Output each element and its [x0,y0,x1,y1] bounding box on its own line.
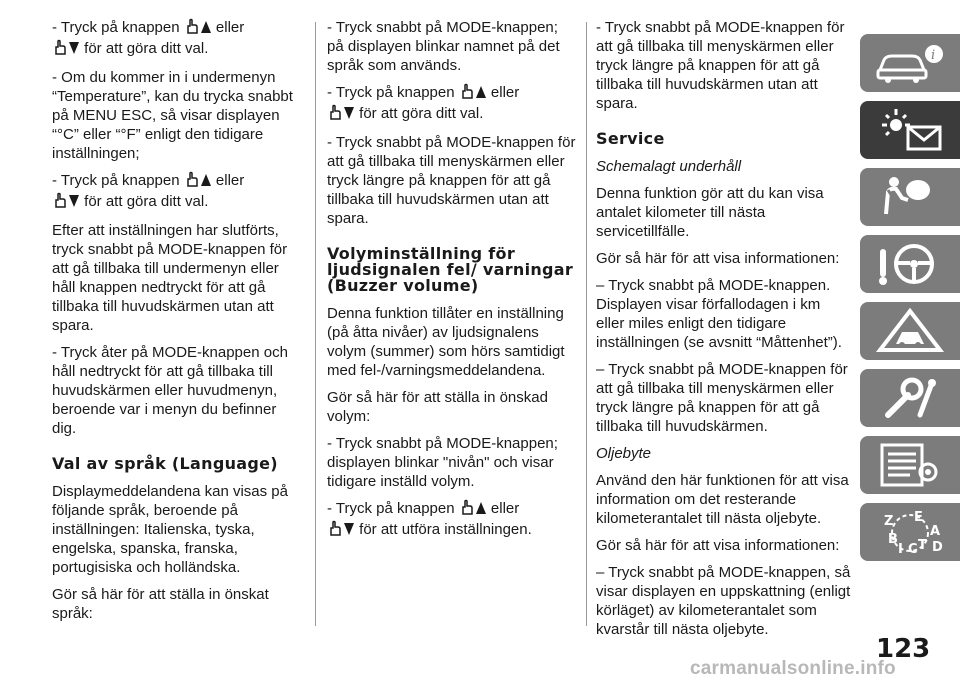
section-heading-buzzer-volume: Volyminställning för ljudsignalen fel/ varningar (Buzzer volume) [327,244,574,295]
tab-car-info[interactable] [860,34,960,92]
arrow-down-icon [343,522,355,541]
paragraph: - Tryck snabbt på MODE-knappen för att gå tillbaka till menyskärmen eller tryck längre på knappen för att gå tillbaka till huvudskärmen utan att spara. [327,134,576,227]
paragraph: - Tryck snabbt på MODE-knappen för att gå tillbaka till menyskärmen eller tryck längre på knappen för att gå tillbaka till huvudskärmen utan att spara. [596,19,845,112]
hand-button-icon [184,18,200,39]
svg-text:B: B [888,532,898,547]
chapter-tabs [860,34,960,570]
hand-button-icon [52,192,68,213]
wrench-service-icon [874,375,946,421]
tab-maintenance[interactable] [860,369,960,427]
subheading-oil-change: Oljebyte [596,445,652,462]
technical-data-list-icon [874,442,946,488]
hand-button-icon [52,39,68,60]
svg-text:i: i [931,48,936,63]
tab-warning-lights[interactable] [860,101,960,159]
page-number: 123 [876,634,931,664]
column-divider [586,22,587,626]
paragraph: Använd den här funktionen för att visa information om det resterande kilometerantalet till nästa oljebyte. [596,472,849,527]
tab-safety[interactable] [860,168,960,226]
arrow-down-icon [343,106,355,125]
paragraph: – Tryck snabbt på MODE-knappen. Displayen visar förfallodagen i km eller miles enligt den tidigare inställningen (se avsnitt “Måttenhet”). [596,277,842,351]
alphabetical-index-icon [874,509,946,555]
column-divider [315,22,316,626]
arrow-up-icon [475,501,487,520]
airbag-seatbelt-icon [874,174,946,220]
arrow-up-icon [475,85,487,104]
section-heading-service: Service [596,129,665,148]
watermark: carmanualsonline.info [690,658,896,679]
paragraph: Efter att inställningen har slutförts, tryck snabbt på MODE-knappen för att gå tillbaka till undermenyn eller håll knappen nedtryckt för att gå tillbaka till huvudskärmen utan att spara. [52,222,288,334]
svg-text:I: I [898,542,903,555]
paragraph: – Tryck snabbt på MODE-knappen, så visar displayen en uppskattning (enligt körläget) av kilometerantalet som kvarstår till nästa oljebyte. [596,564,851,638]
car-info-icon [874,40,946,86]
breakdown-triangle-icon [874,308,946,354]
paragraph: Gör så här för att visa informationen: [596,537,840,554]
warning-light-message-icon [874,107,946,153]
paragraph: – Tryck snabbt på MODE-knappen för att gå tillbaka till menyskärmen eller tryck längre på knappen för att gå tillbaka till huvudskärmen. [596,361,848,435]
tab-technical-data[interactable] [860,436,960,494]
text-column-3 [596,18,852,647]
svg-text:C: C [908,542,918,555]
section-heading-language: Val av språk (Language) [52,454,278,473]
paragraph: Gör så här för att visa informationen: [596,250,840,267]
paragraph: - Tryck åter på MODE-knappen och håll nedtryckt för att gå tillbaka till huvudskärmen eller huvudmenyn, beroende var i menyn du befinner dig. [52,344,288,437]
hand-button-icon [184,171,200,192]
hand-button-icon [459,83,475,104]
tab-emergency[interactable] [860,302,960,360]
svg-text:Z: Z [884,514,894,529]
hand-button-icon [327,520,343,541]
paragraph: Gör så här för att ställa in önskat språk: [52,586,269,622]
svg-text:D: D [932,540,943,555]
steering-wheel-key-icon [874,241,946,287]
arrow-up-icon [200,20,212,39]
svg-text:T: T [918,538,927,553]
arrow-up-icon [200,173,212,192]
paragraph: Displaymeddelandena kan visas på följande språk, beroende på inställningen: Italienska, tyska, engelska, spanska, franska, portugisiska och holländska. [52,483,288,576]
paragraph: Gör så här för att ställa in önskad volym: [327,389,548,425]
arrow-down-icon [68,41,80,60]
instruction-paragraph: - Tryck på knappen eller för att utföra inställningen. [327,499,577,541]
paragraph: - Tryck snabbt på MODE-knappen; displayen blinkar "nivån" och visar tidigare inställd volym. [327,435,558,490]
svg-text:A: A [930,524,941,539]
instruction-paragraph: - Tryck på knappen eller för att göra ditt val. [327,83,577,125]
hand-button-icon [459,499,475,520]
tab-starting-driving[interactable] [860,235,960,293]
hand-button-icon [327,104,343,125]
arrow-down-icon [68,194,80,213]
svg-text:E: E [914,510,923,525]
text-column-2 [327,18,577,549]
instruction-paragraph: - Tryck på knappen eller för att göra ditt val. [52,18,302,60]
instruction-paragraph: - Tryck på knappen eller för att göra ditt val. [52,171,302,213]
tab-index[interactable] [860,503,960,561]
paragraph: - Om du kommer in i undermenyn “Temperature”, kan du trycka snabbt på MENU ESC, så visar displayen “°C” eller “°F” enligt den tidigare inställningen; [52,69,293,162]
paragraph: Denna funktion gör att du kan visa antalet kilometer till nästa servicetillfälle. [596,185,824,240]
subheading-scheduled-maintenance: Schemalagt underhåll [596,158,742,175]
paragraph: Denna funktion tillåter en inställning (på åtta nivåer) av ljudsignalens volym (summer) som hörs samtidigt med fel-/varningsmeddelandena. [327,305,565,379]
paragraph: - Tryck snabbt på MODE-knappen; på displayen blinkar namnet på det språk som används. [327,19,560,74]
text-column-1 [52,18,302,631]
